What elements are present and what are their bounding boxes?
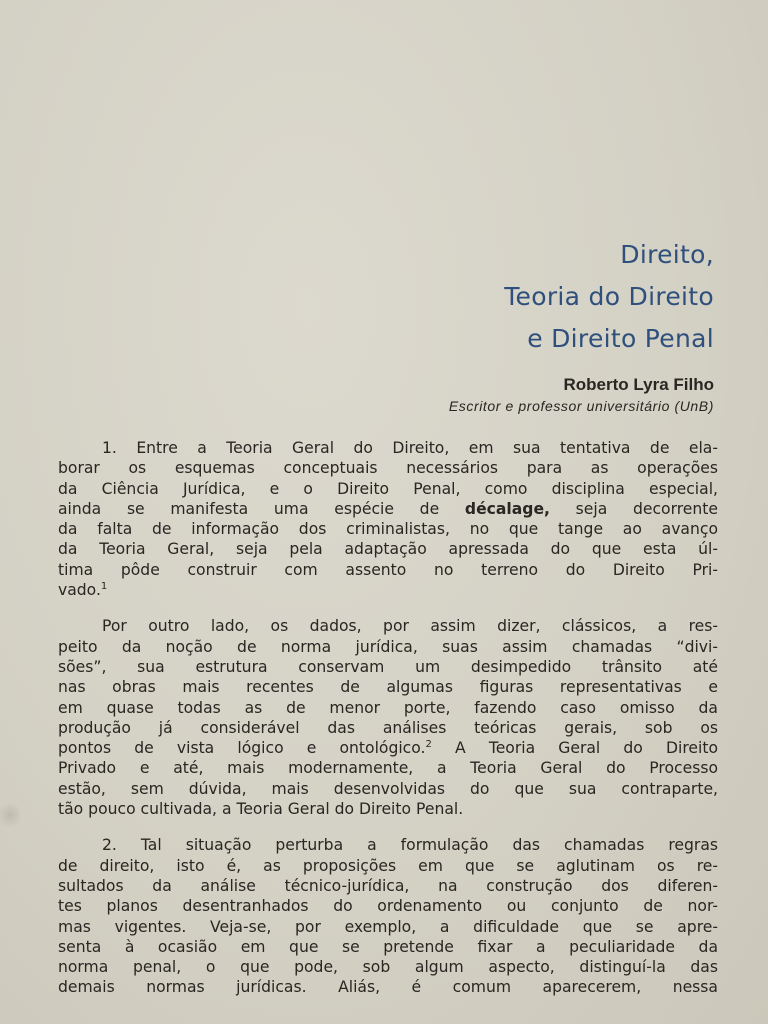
author-block <box>294 374 714 416</box>
paragraph-line: senta à ocasião em que se pretende fixar a peculiaridade da <box>58 937 718 956</box>
emphasis-word: décalage, <box>464 499 550 518</box>
title-line-2: Teoria do Direito <box>504 282 714 311</box>
paragraph-line: tão pouco cultivada, a Teoria Geral do Direito Penal. <box>58 800 464 819</box>
paragraph-line: da falta de informação dos criminalistas, no que tange ao avanço <box>58 520 718 539</box>
line-text: pontos de vista lógico e ontológico. <box>58 739 426 758</box>
paragraph-line: mas vigentes. Veja-se, por exemplo, a dificuldade que se apre- <box>58 917 718 936</box>
paragraph-line: peito da noção de norma jurídica, suas assim chamadas “divi- <box>58 637 718 656</box>
paragraph-line: estão, sem dúvida, mais desenvolvidas do que sua contraparte, <box>58 779 718 798</box>
paragraph-line: Privado e até, mais modernamente, a Teoria Geral do Processo <box>58 759 718 778</box>
paragraph-line <box>58 738 718 758</box>
paragraph-line <box>58 499 718 519</box>
line-text: seja decorrente <box>575 499 718 518</box>
paragraph-line: tima pôde construir com assento no terreno do Direito Pri- <box>58 560 718 579</box>
line-text: vado. <box>58 581 101 600</box>
title-line-1: Direito, <box>620 240 714 269</box>
paragraph-line: da Teoria Geral, seja pela adaptação apressada do que esta úl- <box>58 540 718 559</box>
paragraph-1 <box>58 438 718 600</box>
paragraph-line: norma penal, o que pode, sob algum aspecto, distinguí-la das <box>58 958 718 977</box>
line-text: A Teoria Geral do Direito <box>455 739 718 758</box>
paragraph-line: tes planos desentranhados do ordenamento ou conjunto de nor- <box>58 897 718 916</box>
article-title <box>314 234 714 360</box>
footnote-ref: 1 <box>100 580 108 592</box>
footnote-ref: 2 <box>425 738 432 750</box>
paragraph-line: demais normas jurídicas. Aliás, é comum aparecerem, nessa <box>58 978 718 997</box>
paragraph-line: em quase todas as de menor porte, fazendo caso omisso da <box>58 698 718 717</box>
paragraph-line: nas obras mais recentes de algumas figuras representativas e <box>58 678 718 697</box>
line-text: ainda se manifesta uma espécie de <box>58 499 440 518</box>
author-name: Roberto Lyra Filho <box>563 375 714 394</box>
paragraph-2 <box>58 616 718 819</box>
paragraph-line: de direito, isto é, as proposições em que se aglutinam os re- <box>58 856 718 875</box>
paragraph-line: 2. Tal situação perturba a formulação das chamadas regras <box>102 836 718 855</box>
title-line-3: e Direito Penal <box>527 324 714 353</box>
paragraph-line: produção já considerável das análises teóricas gerais, sob os <box>58 718 718 737</box>
paragraph-line: da Ciência Jurídica, e o Direito Penal, como disciplina especial, <box>58 479 718 498</box>
article-body <box>58 438 718 1014</box>
paragraph-line: 1. Entre a Teoria Geral do Direito, em sua tentativa de ela- <box>102 439 718 457</box>
paragraph-line: sultados da análise técnico-jurídica, na construção dos diferen- <box>58 876 718 895</box>
paragraph-line: borar os esquemas conceptuais necessários para as operações <box>58 459 718 478</box>
paragraph-3 <box>58 835 718 997</box>
paragraph-line: sões”, sua estrutura conservam um desimpedido trânsito até <box>58 657 718 676</box>
author-role: Escritor e professor universitário (UnB) <box>448 398 714 414</box>
paragraph-line <box>58 580 718 600</box>
paper-smudge <box>0 800 20 830</box>
paragraph-line: Por outro lado, os dados, por assim dizer, clássicos, a res- <box>102 617 718 636</box>
